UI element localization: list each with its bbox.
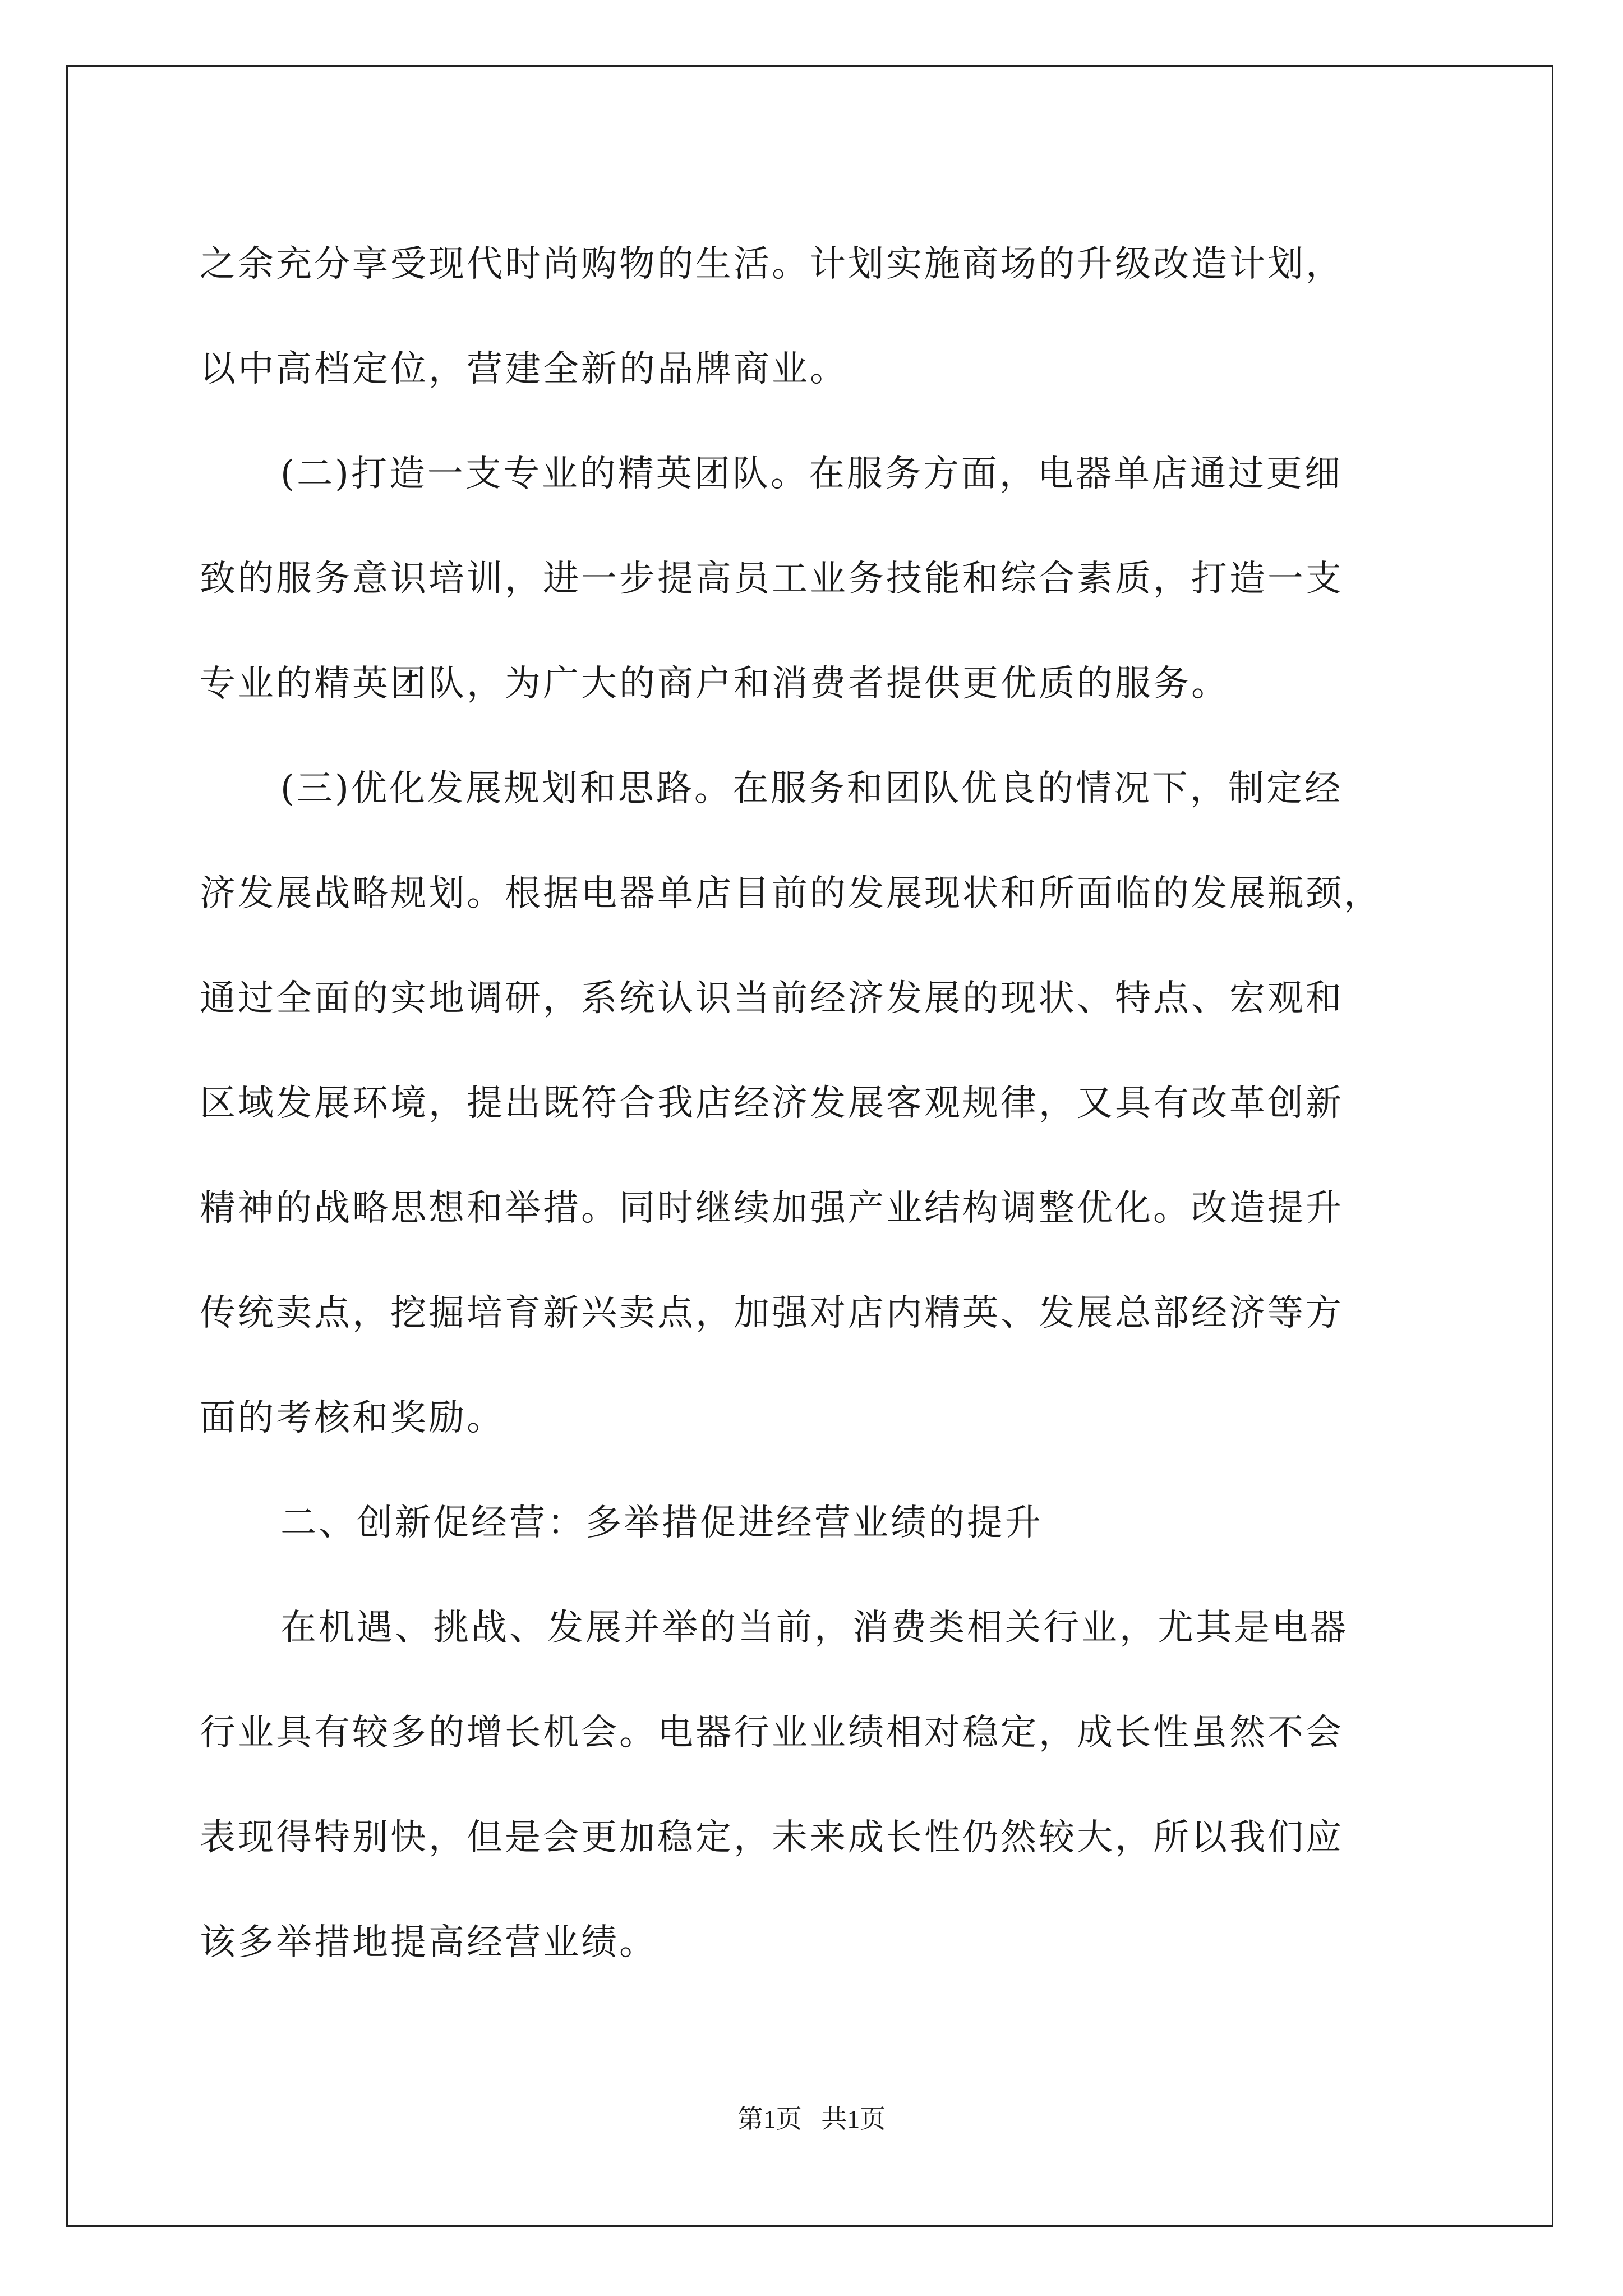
text-line: 区域发展环境，提出既符合我店经济发展客观规律，又具有改革创新 [200,1083,1344,1124]
text-line: 精神的战略思想和举措。同时继续加强产业结构调整优化。改造提升 [200,1188,1344,1229]
text-line: (三)优化发展规划和思路。在服务和团队优良的情况下，制定经 [280,768,1343,809]
text-line: 通过全面的实地调研，系统认识当前经济发展的现状、特点、宏观和 [200,978,1344,1019]
text-line: 面的考核和奖励。 [200,1397,505,1439]
text-line: 该多举措地提高经营业绩。 [200,1922,657,1963]
text-line: (二)打造一支专业的精英团队。在服务方面，电器单店通过更细 [280,453,1343,495]
text-line: 济发展战略规划。根据电器单店目前的发展现状和所面临的发展瓶颈， [200,873,1382,914]
text-line: 表现得特别快，但是会更加稳定，未来成长性仍然较大，所以我们应 [200,1817,1344,1858]
text-line: 在机遇、挑战、发展并举的当前，消费类相关行业，尤其是电器 [280,1607,1348,1649]
text-line: 致的服务意识培训，进一步提高员工业务技能和综合素质，打造一支 [200,558,1344,600]
text-line: 之余充分享受现代时尚购物的生活。计划实施商场的升级改造计划， [200,243,1344,285]
text-line: 以中高档定位，营建全新的品牌商业。 [200,348,848,390]
page-number: 第1页 共1页 [737,2105,886,2133]
section-heading: 二、创新促经营：多举措促进经营业绩的提升 [280,1502,1043,1544]
text-line: 专业的精英团队，为广大的商户和消费者提供更优质的服务。 [200,663,1229,705]
text-line: 行业具有较多的增长机会。电器行业业绩相对稳定，成长性虽然不会 [200,1712,1344,1754]
text-line: 传统卖点，挖掘培育新兴卖点，加强对店内精英、发展总部经济等方 [200,1292,1344,1334]
document-body [200,212,1422,1995]
